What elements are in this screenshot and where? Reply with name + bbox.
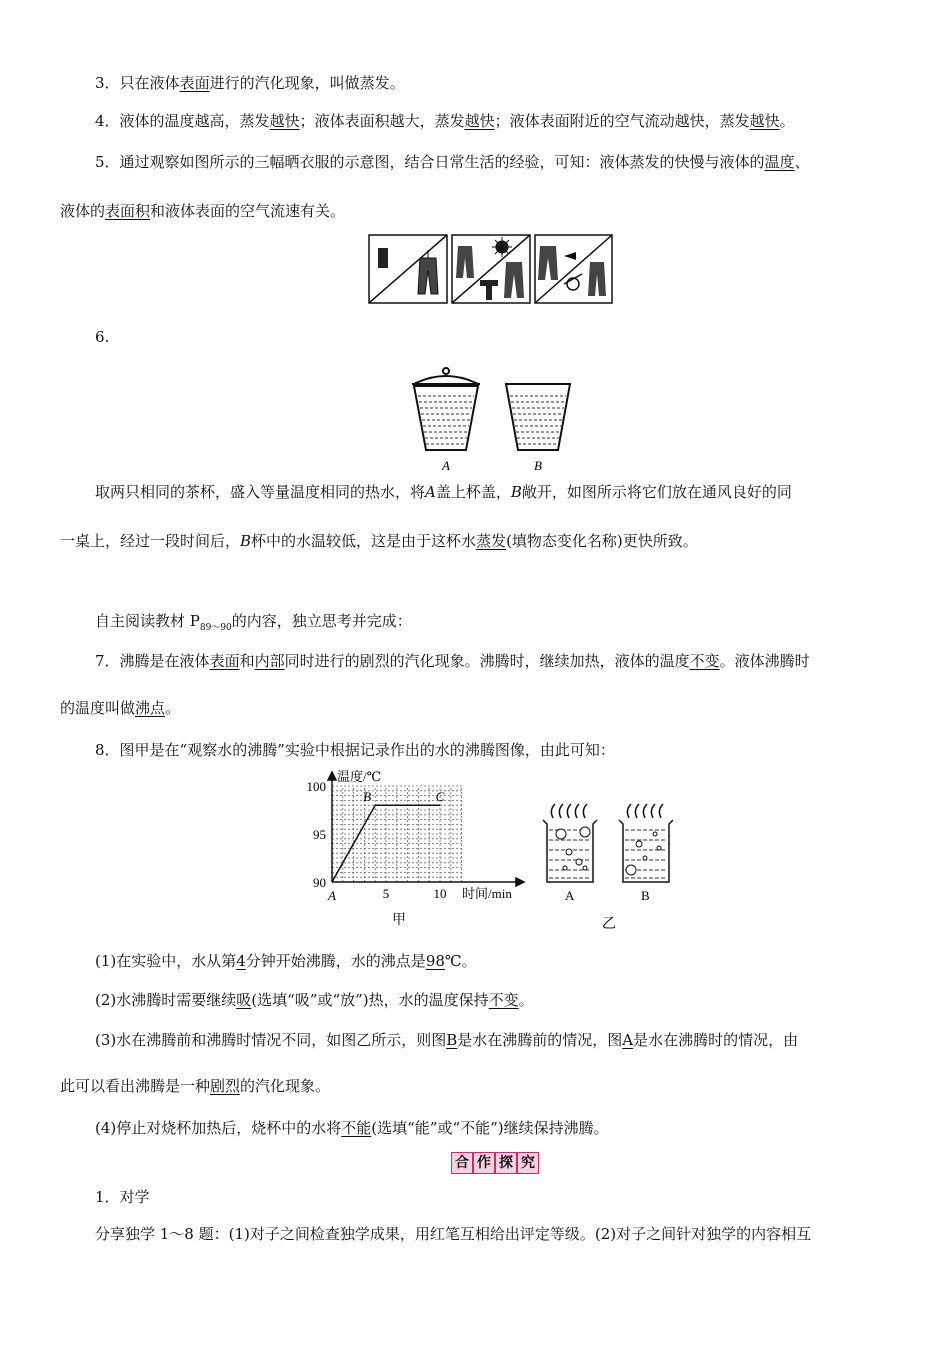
y-tick-label: 95 xyxy=(313,827,326,842)
fan-icon xyxy=(564,274,582,290)
arrow-icon xyxy=(564,252,576,260)
pants-wind-icon xyxy=(538,246,558,280)
y-axis xyxy=(328,772,336,882)
badge-char-3: 探 xyxy=(495,1152,517,1174)
q8-sub3-line1: (3)水在沸腾前和沸腾时情况不同，如图乙所示，则图B是水在沸腾前的情况，图A是水在沸腾时的情况，由 xyxy=(95,1031,799,1049)
q7-line-1: 7．沸腾是在液体表面和内部同时进行的剧烈的汽化现象。沸腾时，继续加热，液体的温度不变。液体沸腾时 xyxy=(95,652,810,670)
q3-line: 3．只在液体表面进行的汽化现象，叫做蒸发。 xyxy=(95,74,405,92)
x-tick-label: 5 xyxy=(382,886,390,901)
cup-a-label: A xyxy=(442,458,450,473)
q4-line: 4．液体的温度越高，蒸发越快；液体表面积越大，蒸发越快；液体表面附近的空气流动越快，蒸发越快。 xyxy=(95,112,795,130)
q7-line-2: 的温度叫做沸点。 xyxy=(60,699,181,717)
pants-shade-icon xyxy=(456,246,474,278)
q8-sub1: (1)在实验中，水从第4分钟开始沸腾，水的沸点是98℃。 xyxy=(95,952,477,970)
figure-caption-yi: 乙 xyxy=(602,917,616,932)
x-tick-label: 10 xyxy=(433,886,447,901)
figure-caption-jia: 甲 xyxy=(392,913,406,928)
beaker-a-label: A xyxy=(565,888,575,903)
y-axis-label: 温度/℃ xyxy=(337,770,382,784)
folded-clothes-icon xyxy=(378,248,388,268)
table-icon xyxy=(480,280,498,300)
q8-sub3-line2: 此可以看出沸腾是一种剧烈的汽化现象。 xyxy=(60,1077,331,1095)
cup-b-water xyxy=(510,396,566,444)
drying-clothes-figure xyxy=(368,234,613,304)
beakers-figure xyxy=(535,796,685,932)
x-axis xyxy=(332,878,524,886)
q8-sub2: (2)水沸腾时需要继续吸(选填“吸”或“放”)热，水的温度保持不变。 xyxy=(95,991,534,1009)
beaker-b-label: B xyxy=(641,888,650,903)
reading-instruction: 自主阅读教材 $P_{89\sim 90}$的内容，独立思考并完成： xyxy=(95,612,412,633)
badge-char-1: 合 xyxy=(451,1152,473,1174)
q5-line-2: 液体的表面积和液体表面的空气流速有关。 xyxy=(60,202,346,220)
point-label-c: C xyxy=(435,789,445,805)
cup-b-label: B xyxy=(534,458,542,473)
pants-folded-icon xyxy=(588,262,606,296)
q6-para-1: 取两只相同的茶杯，盛入等量温度相同的热水，将A盖上杯盖，B敞开，如图所示将它们放在通风良好的同 xyxy=(95,483,792,501)
sun-icon xyxy=(492,237,512,257)
duixue-heading: 1．对学 xyxy=(95,1188,150,1206)
hanging-pants-icon xyxy=(418,250,438,294)
duixue-text: 分享独学 1～8 题：(1)对子之间检查独学成果，用红笔互相给出评定等级。(2)对子之间针对独学的内容相互 xyxy=(95,1225,812,1243)
section-badge-hezuo xyxy=(451,1152,539,1174)
cup-a-water xyxy=(418,396,474,444)
pants-sun-icon xyxy=(504,262,524,298)
q5-line-1: 5．通过观察如图所示的三幅晒衣服的示意图，结合日常生活的经验，可知：液体蒸发的快慢与液体的温度、 xyxy=(95,153,810,171)
badge-char-4: 究 xyxy=(517,1152,539,1174)
q6-para-2: 一桌上，经过一段时间后，B杯中的水温较低，这是由于这杯水蒸发(填物态变化名称)更快所致。 xyxy=(60,532,698,550)
y-tick-label: 100 xyxy=(306,779,326,794)
point-label-b: B xyxy=(363,789,372,805)
q8-sub4: (4)停止对烧杯加热后，烧杯中的水将不能(选填“能”或“不能”)继续保持沸腾。 xyxy=(95,1119,609,1137)
boiling-chart xyxy=(300,770,530,930)
y-tick-label: 90 xyxy=(313,875,326,890)
tea-cups-figure xyxy=(408,362,578,474)
point-label-a: A xyxy=(328,888,336,903)
q8-intro: 8．图甲是在“观察水的沸腾”实验中根据记录作出的水的沸腾图像，由此可知： xyxy=(95,741,615,759)
badge-char-2: 作 xyxy=(473,1152,495,1174)
x-axis-label: 时间/min xyxy=(462,886,512,901)
q6-number: 6. xyxy=(95,328,110,346)
beaker-a-bubbles xyxy=(556,827,590,870)
beaker-b-bubbles xyxy=(626,832,661,875)
cup-b-icon xyxy=(506,384,570,450)
